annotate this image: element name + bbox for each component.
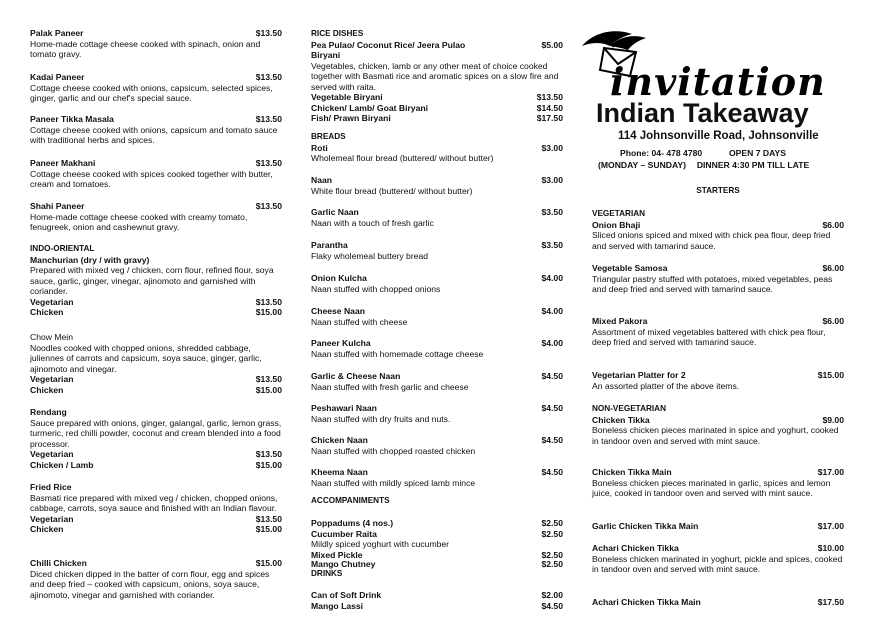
variant-name: Chicken bbox=[30, 524, 64, 535]
item-name: Shahi Paneer bbox=[30, 201, 85, 211]
item-price: $9.00 bbox=[822, 414, 844, 425]
menu-item-vegetable-samosa bbox=[592, 263, 844, 295]
item-description: An assorted platter of the above items. bbox=[592, 380, 740, 391]
menu-item-cheese-naan bbox=[311, 306, 563, 327]
menu-item-shahi-paneer bbox=[30, 201, 282, 233]
section-header-indo-oriental: INDO-ORIENTAL bbox=[30, 244, 95, 253]
item-description: Diced chicken dipped in the batter of corn flour, egg and spices and deep fried – cooked with capsicum, onions, soya sauce, ajinomoto, vinegar and garnished with coriander. bbox=[30, 568, 270, 600]
variant-name: Vegetarian bbox=[30, 374, 74, 385]
menu-item-paneer-kulcha bbox=[311, 338, 563, 359]
item-name: Chicken Tikka Main bbox=[592, 467, 672, 477]
item-name: Can of Soft Drink bbox=[311, 590, 382, 600]
item-price: $17.00 bbox=[817, 467, 844, 477]
variant-price: $15.00 bbox=[255, 384, 282, 395]
item-name: Chicken Naan bbox=[311, 435, 368, 445]
menu-item-rendang bbox=[30, 407, 282, 470]
item-name: Mango Lassi bbox=[311, 600, 364, 611]
item-name: Onion Bhaji bbox=[592, 219, 641, 230]
menu-item-mango-chutney bbox=[311, 560, 563, 569]
item-price: $6.00 bbox=[822, 219, 844, 230]
item-price: $4.50 bbox=[541, 467, 563, 477]
item-name: Vegetarian Platter for 2 bbox=[592, 370, 686, 380]
item-name: Onion Kulcha bbox=[311, 273, 367, 283]
variant-price: $13.50 bbox=[255, 374, 282, 385]
item-price: $15.00 bbox=[255, 558, 282, 568]
item-price: $2.50 bbox=[541, 528, 563, 539]
item-description: Boneless chicken pieces marinated in spice and yoghurt, cooked in tandoor oven and served with mint sauce. bbox=[592, 425, 839, 446]
menu-item-chow-mein bbox=[30, 332, 282, 395]
item-name: Mixed Pickle bbox=[311, 549, 363, 560]
item-price: $6.00 bbox=[822, 263, 844, 273]
item-description: Naan stuffed with cheese bbox=[311, 316, 408, 327]
item-name: Kadai Paneer bbox=[30, 72, 85, 82]
item-name: Manchurian (dry / with gravy) bbox=[30, 254, 150, 265]
item-price: $13.50 bbox=[255, 201, 282, 211]
section-header-rice-dishes: RICE DISHES bbox=[311, 29, 364, 38]
item-name: Chicken/ Lamb/ Goat Biryani bbox=[311, 102, 428, 113]
item-name: Chow Mein bbox=[30, 332, 73, 342]
section-header-accompaniments: ACCOMPANIMENTS bbox=[311, 496, 390, 505]
item-description: Naan stuffed with homemade cottage cheese bbox=[311, 348, 484, 359]
menu-item-cucumber-raita bbox=[311, 529, 563, 540]
menu-item-vegetarian-platter bbox=[592, 370, 844, 391]
item-name: Kheema Naan bbox=[311, 467, 368, 477]
item-price: $10.00 bbox=[817, 543, 844, 553]
variant-price: $15.00 bbox=[255, 307, 282, 318]
item-name: Vegetable Biryani bbox=[311, 92, 383, 103]
item-price: $13.50 bbox=[255, 28, 282, 38]
item-description: Flaky wholemeal buttery bread bbox=[311, 250, 429, 261]
item-price: $17.00 bbox=[817, 521, 844, 531]
menu-item-chicken-naan bbox=[311, 435, 563, 456]
item-name: Fried Rice bbox=[30, 482, 72, 492]
item-name: Garlic & Cheese Naan bbox=[311, 371, 401, 381]
menu-item-manchurian bbox=[30, 244, 282, 318]
item-description: Naan stuffed with chopped onions bbox=[311, 283, 441, 294]
item-description: Cottage cheese cooked with onions, capsicum, selected spices, ginger, garlic and our chef's special sauce. bbox=[30, 82, 273, 104]
item-price: $3.50 bbox=[541, 207, 563, 217]
item-description: White flour bread (buttered/ without butter) bbox=[311, 185, 473, 196]
item-price: $4.50 bbox=[541, 403, 563, 413]
item-description: Wholemeal flour bread (buttered/ without butter) bbox=[311, 153, 494, 163]
menu-item-chicken-tikka-main bbox=[592, 467, 844, 499]
menu-item-parantha bbox=[311, 240, 563, 261]
brand-name: invitation bbox=[610, 59, 826, 104]
variant-price: $13.50 bbox=[255, 296, 282, 307]
menu-item-achari-chicken-tikka-main bbox=[592, 597, 844, 608]
item-price: $4.50 bbox=[541, 600, 563, 611]
item-description: Naan stuffed with mildly spiced lamb mince bbox=[311, 477, 476, 488]
item-name: Rendang bbox=[30, 407, 67, 417]
item-price: $3.00 bbox=[541, 175, 563, 185]
menu-item-chicken-tikka bbox=[592, 404, 844, 446]
menu-item-roti bbox=[311, 132, 563, 164]
section-header-non-vegetarian: NON-VEGETARIAN bbox=[592, 404, 666, 413]
variant-name: Vegetarian bbox=[30, 513, 74, 524]
item-name: Fish/ Prawn Biryani bbox=[311, 113, 391, 124]
item-name: Cheese Naan bbox=[311, 306, 365, 316]
item-price: $6.00 bbox=[822, 316, 844, 326]
menu-item-vegetable-biryani bbox=[311, 92, 563, 103]
item-name: Biryani bbox=[311, 50, 341, 60]
menu-item-garlic-chicken-tikka-main bbox=[592, 521, 844, 532]
item-description: Cottage cheese cooked with onions, capsicum and tomato sauce with traditional herbs and spices. bbox=[30, 124, 278, 146]
item-price: $4.00 bbox=[541, 306, 563, 316]
item-name: Garlic Naan bbox=[311, 207, 359, 217]
item-description: Boneless chicken marinated in yoghurt, pickle and spices, cooked in tandoor oven and served with mint sauce. bbox=[592, 553, 843, 575]
item-name: Palak Paneer bbox=[30, 28, 84, 38]
menu-item-soft-drink bbox=[311, 590, 563, 601]
item-price: $15.00 bbox=[817, 370, 844, 380]
item-description: Naan with a touch of fresh garlic bbox=[311, 217, 434, 228]
drinks-list bbox=[311, 590, 563, 611]
item-name: Chicken Tikka bbox=[592, 414, 650, 425]
item-description: Assortment of mixed vegetables battered with chick pea flour, deep fried and served with tamarind sauce. bbox=[592, 326, 826, 348]
item-description: Triangular pastry stuffed with potatoes, mixed vegetables, peas and deep fried and served with tamarind sauce. bbox=[592, 273, 833, 295]
item-name: Achari Chicken Tikka bbox=[592, 543, 679, 553]
item-name: Roti bbox=[311, 142, 328, 153]
variant-name: Chicken bbox=[30, 384, 64, 395]
menu-item-garlic-cheese-naan bbox=[311, 371, 563, 392]
item-name: Mango Chutney bbox=[311, 559, 376, 570]
item-name: Peshawari Naan bbox=[311, 403, 377, 413]
variant-name: Chicken / Lamb bbox=[30, 459, 94, 470]
menu-item-mango-lassi bbox=[311, 601, 563, 612]
rice-dishes-section bbox=[311, 29, 563, 124]
item-description: Noodles cooked with chopped onions, shredded cabbage, juliennes of carrots and capsicum, soya sauce, ginger, garlic, ajinomoto and vinegar. bbox=[30, 342, 262, 374]
section-header-drinks: DRINKS bbox=[311, 569, 343, 579]
menu-item-mixed-pakora bbox=[592, 316, 844, 348]
accompaniments-section bbox=[311, 496, 563, 507]
item-description: Naan stuffed with fresh garlic and cheese bbox=[311, 381, 469, 392]
item-name: Parantha bbox=[311, 240, 348, 250]
item-price: $2.50 bbox=[541, 549, 563, 560]
variant-name: Vegetarian bbox=[30, 296, 74, 307]
item-price: $2.00 bbox=[541, 590, 563, 600]
brand-subtitle: Indian Takeaway bbox=[596, 98, 809, 128]
menu-item-onion-bhaji bbox=[592, 209, 844, 251]
menu-item-kheema-naan bbox=[311, 467, 563, 488]
menu-item-paneer-makhani bbox=[30, 158, 282, 190]
item-description: Prepared with mixed veg / chicken, corn flour, refined flour, soya sauce, garlic, ginger, vinegar, ajinomoto and garnished with coriander. bbox=[30, 265, 274, 297]
item-name: Mixed Pakora bbox=[592, 316, 648, 326]
menu-item-onion-kulcha bbox=[311, 273, 563, 294]
dinner-hours: DINNER 4:30 PM TILL LATE bbox=[696, 160, 810, 170]
item-price: $4.00 bbox=[541, 273, 563, 283]
item-price: $17.50 bbox=[817, 597, 844, 607]
variant-name: Vegetarian bbox=[30, 449, 74, 460]
item-name: Achari Chicken Tikka Main bbox=[592, 597, 701, 607]
item-price: $4.50 bbox=[541, 371, 563, 381]
menu-item-fried-rice bbox=[30, 482, 282, 535]
variant-price: $15.00 bbox=[255, 459, 282, 470]
item-price: $13.50 bbox=[536, 92, 563, 103]
item-name: Pea Pulao/ Coconut Rice/ Jeera Pulao bbox=[311, 39, 466, 50]
item-price: $3.00 bbox=[541, 142, 563, 153]
item-description: Vegetables, chicken, lamb or any other meat of choice cooked together with Basmati rice and aromatic spices on a slow fire and served with raita. bbox=[311, 60, 559, 92]
variant-name: Chicken bbox=[30, 307, 64, 318]
days-range: (MONDAY – SUNDAY) bbox=[598, 160, 687, 170]
item-price: $13.50 bbox=[255, 72, 282, 82]
item-price: $4.50 bbox=[541, 435, 563, 445]
item-description: Mildly spiced yoghurt with cucumber bbox=[311, 539, 450, 549]
item-name: Vegetable Samosa bbox=[592, 263, 668, 273]
variant-price: $15.00 bbox=[255, 524, 282, 535]
item-price: $14.50 bbox=[536, 102, 563, 113]
item-description: Sliced onions spiced and mixed with chick pea flour, deep fried and served with tamarind sauce. bbox=[592, 230, 831, 251]
item-name: Garlic Chicken Tikka Main bbox=[592, 521, 699, 531]
accompaniments-list bbox=[311, 518, 563, 578]
menu-item-peshawari-naan bbox=[311, 403, 563, 424]
item-price: $17.50 bbox=[536, 113, 563, 124]
menu-item-meat-biryani bbox=[311, 103, 563, 114]
section-header-vegetarian: VEGETARIAN bbox=[592, 209, 646, 218]
item-name: Paneer Kulcha bbox=[311, 338, 371, 348]
menu-item-naan bbox=[311, 175, 563, 196]
item-description: Naan stuffed with chopped roasted chicken bbox=[311, 445, 476, 456]
item-name: Paneer Tikka Masala bbox=[30, 114, 114, 124]
menu-item-pulao bbox=[311, 40, 563, 51]
item-price: $5.00 bbox=[541, 39, 563, 50]
item-description: Basmati rice prepared with mixed veg / chicken, chopped onions, cabbage, carrots, soya sauce and finished with an Indian flavour. bbox=[30, 492, 278, 514]
section-header-starters: STARTERS bbox=[696, 186, 740, 195]
menu-item-garlic-naan bbox=[311, 207, 563, 228]
menu-item-paneer-tikka-masala bbox=[30, 114, 282, 146]
brand-address: 114 Johnsonville Road, Johnsonville bbox=[618, 130, 819, 142]
variant-price: $13.50 bbox=[255, 449, 282, 460]
menu-item-achari-chicken-tikka bbox=[592, 543, 844, 575]
item-price: $3.50 bbox=[541, 240, 563, 250]
open-days: OPEN 7 DAYS bbox=[728, 148, 786, 158]
item-name: Paneer Makhani bbox=[30, 158, 96, 168]
hours-line bbox=[598, 160, 809, 170]
item-description: Boneless chicken pieces marinated in garlic, spices and lemon juice, cooked in tandoor oven and served with mint sauce. bbox=[592, 477, 831, 499]
item-description: Home-made cottage cheese cooked with spinach, onion and tomato gravy. bbox=[30, 38, 261, 60]
menu-item-palak-paneer bbox=[30, 28, 282, 60]
item-name: Naan bbox=[311, 175, 333, 185]
menu-item-poppadums bbox=[311, 518, 563, 529]
phone-number: Phone: 04- 478 4780 bbox=[620, 148, 703, 158]
item-price: $4.00 bbox=[541, 338, 563, 348]
section-header-breads: BREADS bbox=[311, 132, 346, 141]
item-name: Chilli Chicken bbox=[30, 558, 87, 568]
item-price: $2.50 bbox=[541, 518, 563, 528]
item-price: $13.50 bbox=[255, 114, 282, 124]
item-price: $13.50 bbox=[255, 158, 282, 168]
item-description: Home-made cottage cheese cooked with creamy tomato, fenugreek, onion and cashewnut gravy. bbox=[30, 211, 248, 233]
item-description: Cottage cheese cooked with spices cooked together with butter, cream and tomatoes. bbox=[30, 168, 273, 190]
item-name: Poppadums (4 nos.) bbox=[311, 518, 394, 528]
menu-item-kadai-paneer bbox=[30, 72, 282, 104]
item-price: $2.50 bbox=[541, 559, 563, 570]
variant-price: $13.50 bbox=[255, 513, 282, 524]
menu-item-fish-biryani bbox=[311, 113, 563, 124]
menu-item-chilli-chicken bbox=[30, 558, 282, 600]
item-description: Naan stuffed with dry fruits and nuts. bbox=[311, 413, 451, 424]
item-name: Cucumber Raita bbox=[311, 528, 377, 539]
contact-line bbox=[620, 148, 786, 158]
item-description: Sauce prepared with onions, ginger, galangal, garlic, lemon grass, turmeric, red chilli powder, coconut and cream blended into a food processor. bbox=[30, 417, 282, 449]
